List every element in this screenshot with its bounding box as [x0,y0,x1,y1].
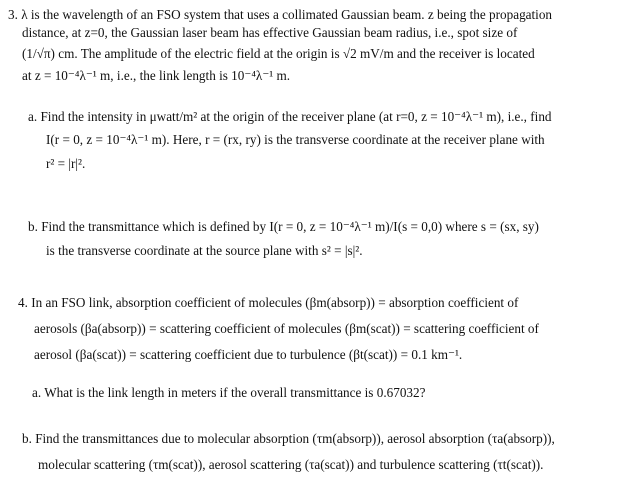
q3a-line-1: a. Find the intensity in μwatt/m² at the origin of the receiver plane (at r=0, z = 10⁻⁴λ⁻¹ m), i.e., find [28,109,552,124]
q4-line-3: aerosol (βa(scat)) = scattering coefficient due to turbulence (βt(scat)) = 0.1 km⁻¹. [34,347,463,362]
question-4 [18,294,623,364]
q3a-line-3: r² = |r|². [46,156,86,171]
q4b-line-2: molecular scattering (τm(scat)), aerosol scattering (τa(scat)) and turbulence scattering (τt(scat)). [38,457,544,472]
q3-line-3: (1/√π) cm. The amplitude of the electric field at the origin is √2 mV/m and the receiver is located [22,46,535,61]
q4b-line-1: b. Find the transmittances due to molecular absorption (τm(absorp)), aerosol absorption (τa(absorp)), [22,431,555,446]
q3-line-1: 3. λ is the wavelength of an FSO system that uses a collimated Gaussian beam. z being the propagation [8,7,553,22]
q3-part-b [28,218,623,260]
q4-line-2: aerosols (βa(absorp)) = scattering coefficient of molecules (βm(scat)) = scattering coefficient of [34,321,539,336]
q3-part-a [28,108,623,173]
q3a-line-2: I(r = 0, z = 10⁻⁴λ⁻¹ m). Here, r = (rx, ry) is the transverse coordinate at the receiver plane with [46,132,545,147]
q4-line-1: 4. In an FSO link, absorption coefficient of molecules (βm(absorp)) = absorption coefficient of [18,295,519,310]
q4a-line-1: a. What is the link length in meters if the overall transmittance is 0.67032? [32,385,426,400]
q3b-line-2: is the transverse coordinate at the source plane with s² = |s|². [46,243,363,258]
q4-part-b [22,430,623,474]
q4-part-a [32,384,623,402]
q3-line-4: at z = 10⁻⁴λ⁻¹ m, i.e., the link length is 10⁻⁴λ⁻¹ m. [22,68,291,83]
q3b-line-1: b. Find the transmittance which is defined by I(r = 0, z = 10⁻⁴λ⁻¹ m)/I(s = 0,0) where s = (sx, sy) [28,219,539,234]
question-3 [8,6,623,85]
q3-line-2: distance, at z=0, the Gaussian laser beam has effective Gaussian beam radius, i.e., spot size of [22,25,518,40]
